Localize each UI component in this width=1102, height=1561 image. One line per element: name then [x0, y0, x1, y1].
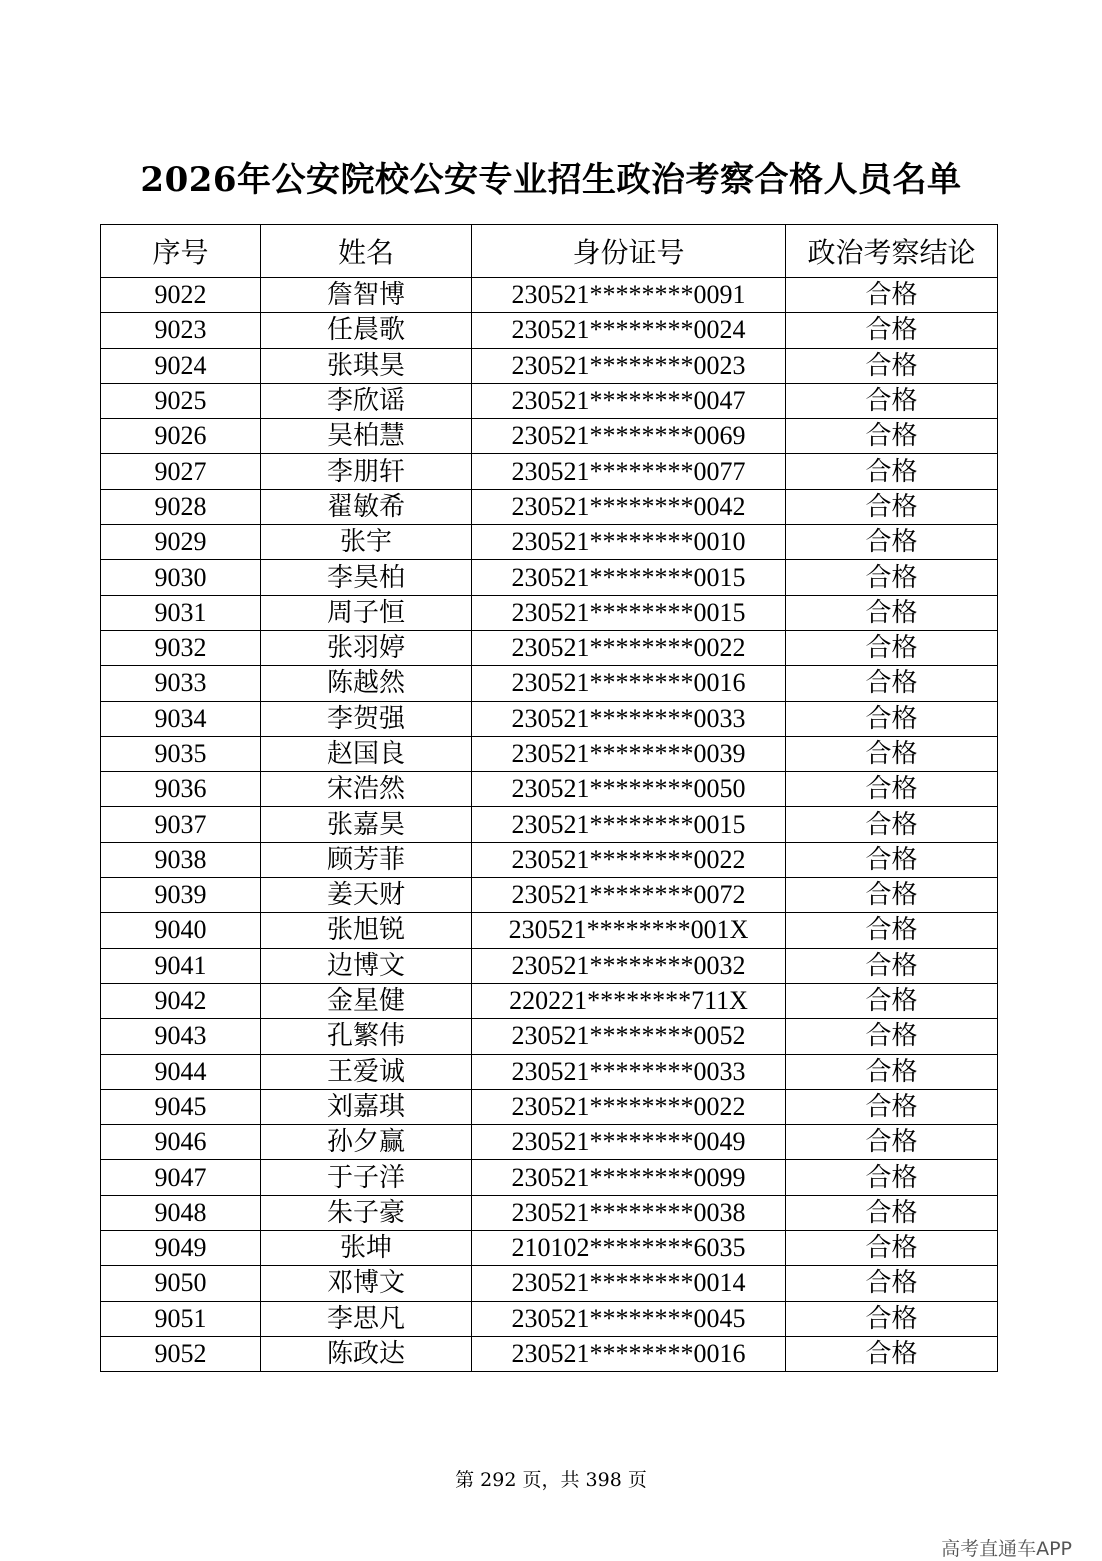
cell-conclusion: 合格 [786, 313, 998, 348]
table-row [101, 1054, 998, 1089]
cell-id-number: 230521********0016 [472, 666, 786, 701]
cell-seq: 9049 [101, 1231, 261, 1266]
table-row [101, 525, 998, 560]
cell-seq: 9031 [101, 595, 261, 630]
cell-name: 任晨歌 [261, 313, 472, 348]
cell-name: 张宇 [261, 525, 472, 560]
cell-conclusion: 合格 [786, 1160, 998, 1195]
table-row [101, 878, 998, 913]
cell-seq: 9028 [101, 489, 261, 524]
cell-seq: 9027 [101, 454, 261, 489]
cell-conclusion: 合格 [786, 1089, 998, 1124]
cell-conclusion: 合格 [786, 419, 998, 454]
cell-name: 刘嘉琪 [261, 1089, 472, 1124]
cell-conclusion: 合格 [786, 878, 998, 913]
cell-name: 李贺强 [261, 701, 472, 736]
table-row [101, 1301, 998, 1336]
table-row [101, 842, 998, 877]
cell-id-number: 230521********0016 [472, 1336, 786, 1371]
cell-seq: 9048 [101, 1195, 261, 1230]
cell-seq: 9025 [101, 383, 261, 418]
table-row [101, 701, 998, 736]
page-number: 第 292 页，共 398 页 [455, 1469, 647, 1491]
table-row [101, 489, 998, 524]
cell-conclusion: 合格 [786, 842, 998, 877]
cell-seq: 9042 [101, 983, 261, 1018]
cell-id-number: 230521********0042 [472, 489, 786, 524]
cell-conclusion: 合格 [786, 1266, 998, 1301]
cell-name: 王爱诚 [261, 1054, 472, 1089]
cell-seq: 9050 [101, 1266, 261, 1301]
cell-seq: 9039 [101, 878, 261, 913]
cell-seq: 9037 [101, 807, 261, 842]
cell-conclusion: 合格 [786, 489, 998, 524]
cell-conclusion: 合格 [786, 383, 998, 418]
cell-seq: 9034 [101, 701, 261, 736]
table-row [101, 772, 998, 807]
table-row [101, 560, 998, 595]
cell-seq: 9036 [101, 772, 261, 807]
cell-name: 张嘉昊 [261, 807, 472, 842]
cell-seq: 9041 [101, 948, 261, 983]
cell-seq: 9026 [101, 419, 261, 454]
cell-conclusion: 合格 [786, 595, 998, 630]
cell-id-number: 230521********0050 [472, 772, 786, 807]
cell-conclusion: 合格 [786, 983, 998, 1018]
cell-name: 李欣谣 [261, 383, 472, 418]
cell-conclusion: 合格 [786, 1019, 998, 1054]
cell-conclusion: 合格 [786, 1125, 998, 1160]
table-row [101, 383, 998, 418]
cell-conclusion: 合格 [786, 701, 998, 736]
cell-name: 张羽婷 [261, 630, 472, 665]
table-row [101, 1231, 998, 1266]
cell-seq: 9030 [101, 560, 261, 595]
cell-id-number: 230521********0033 [472, 1054, 786, 1089]
cell-id-number: 230521********001X [472, 913, 786, 948]
cell-name: 金星健 [261, 983, 472, 1018]
cell-seq: 9051 [101, 1301, 261, 1336]
cell-id-number: 230521********0069 [472, 419, 786, 454]
cell-id-number: 230521********0014 [472, 1266, 786, 1301]
cell-id-number: 230521********0022 [472, 1089, 786, 1124]
header-seq: 序号 [101, 225, 261, 278]
table-row [101, 948, 998, 983]
cell-seq: 9044 [101, 1054, 261, 1089]
cell-conclusion: 合格 [786, 736, 998, 771]
table-row [101, 278, 998, 313]
cell-name: 朱子豪 [261, 1195, 472, 1230]
cell-id-number: 230521********0022 [472, 630, 786, 665]
cell-id-number: 230521********0032 [472, 948, 786, 983]
cell-conclusion: 合格 [786, 630, 998, 665]
roster-table [100, 224, 998, 1372]
cell-conclusion: 合格 [786, 1231, 998, 1266]
cell-seq: 9024 [101, 348, 261, 383]
cell-conclusion: 合格 [786, 278, 998, 313]
cell-name: 李思凡 [261, 1301, 472, 1336]
cell-seq: 9043 [101, 1019, 261, 1054]
watermark: 高考直通车APP [941, 1538, 1072, 1560]
cell-seq: 9047 [101, 1160, 261, 1195]
cell-name: 陈越然 [261, 666, 472, 701]
cell-id-number: 230521********0023 [472, 348, 786, 383]
cell-id-number: 230521********0024 [472, 313, 786, 348]
cell-seq: 9038 [101, 842, 261, 877]
cell-seq: 9045 [101, 1089, 261, 1124]
table-row [101, 1266, 998, 1301]
cell-name: 赵国良 [261, 736, 472, 771]
cell-seq: 9040 [101, 913, 261, 948]
cell-conclusion: 合格 [786, 807, 998, 842]
cell-id-number: 230521********0039 [472, 736, 786, 771]
cell-conclusion: 合格 [786, 560, 998, 595]
cell-id-number: 230521********0072 [472, 878, 786, 913]
table-row [101, 630, 998, 665]
table-row [101, 1089, 998, 1124]
cell-name: 张旭锐 [261, 913, 472, 948]
table-row [101, 1125, 998, 1160]
table-row [101, 807, 998, 842]
cell-seq: 9029 [101, 525, 261, 560]
cell-seq: 9052 [101, 1336, 261, 1371]
cell-name: 詹智博 [261, 278, 472, 313]
table-row [101, 1336, 998, 1371]
cell-conclusion: 合格 [786, 1195, 998, 1230]
cell-conclusion: 合格 [786, 772, 998, 807]
cell-id-number: 230521********0049 [472, 1125, 786, 1160]
cell-conclusion: 合格 [786, 1336, 998, 1371]
cell-name: 李昊柏 [261, 560, 472, 595]
table-row [101, 983, 998, 1018]
cell-id-number: 230521********0033 [472, 701, 786, 736]
cell-id-number: 230521********0045 [472, 1301, 786, 1336]
cell-conclusion: 合格 [786, 454, 998, 489]
cell-name: 宋浩然 [261, 772, 472, 807]
cell-id-number: 230521********0038 [472, 1195, 786, 1230]
table-row [101, 736, 998, 771]
header-conclusion: 政治考察结论 [786, 225, 998, 278]
table-row [101, 913, 998, 948]
cell-id-number: 230521********0052 [472, 1019, 786, 1054]
cell-seq: 9023 [101, 313, 261, 348]
cell-name: 孔繁伟 [261, 1019, 472, 1054]
header-id-number: 身份证号 [472, 225, 786, 278]
table-header-row [101, 225, 998, 278]
cell-id-number: 230521********0091 [472, 278, 786, 313]
cell-seq: 9035 [101, 736, 261, 771]
table-row [101, 348, 998, 383]
cell-seq: 9046 [101, 1125, 261, 1160]
table-row [101, 1195, 998, 1230]
cell-name: 邓博文 [261, 1266, 472, 1301]
cell-name: 翟敏希 [261, 489, 472, 524]
roster-body [101, 278, 998, 1372]
cell-id-number: 230521********0099 [472, 1160, 786, 1195]
cell-conclusion: 合格 [786, 1054, 998, 1089]
cell-id-number: 230521********0015 [472, 595, 786, 630]
cell-name: 边博文 [261, 948, 472, 983]
cell-id-number: 210102********6035 [472, 1231, 786, 1266]
page-title: 2026年公安院校公安专业招生政治考察合格人员名单 [140, 160, 962, 200]
cell-name: 姜天财 [261, 878, 472, 913]
table-row [101, 419, 998, 454]
cell-name: 顾芳菲 [261, 842, 472, 877]
cell-id-number: 220221********711X [472, 983, 786, 1018]
table-row [101, 1160, 998, 1195]
cell-id-number: 230521********0015 [472, 560, 786, 595]
table-row [101, 666, 998, 701]
table-row [101, 595, 998, 630]
cell-conclusion: 合格 [786, 348, 998, 383]
cell-conclusion: 合格 [786, 666, 998, 701]
cell-seq: 9033 [101, 666, 261, 701]
cell-conclusion: 合格 [786, 913, 998, 948]
cell-id-number: 230521********0077 [472, 454, 786, 489]
cell-id-number: 230521********0015 [472, 807, 786, 842]
cell-id-number: 230521********0047 [472, 383, 786, 418]
cell-name: 张坤 [261, 1231, 472, 1266]
table-row [101, 454, 998, 489]
cell-id-number: 230521********0010 [472, 525, 786, 560]
cell-seq: 9032 [101, 630, 261, 665]
cell-name: 于子洋 [261, 1160, 472, 1195]
cell-name: 周子恒 [261, 595, 472, 630]
header-name: 姓名 [261, 225, 472, 278]
cell-name: 陈政达 [261, 1336, 472, 1371]
cell-name: 李朋轩 [261, 454, 472, 489]
cell-name: 孙夕赢 [261, 1125, 472, 1160]
cell-conclusion: 合格 [786, 525, 998, 560]
cell-conclusion: 合格 [786, 1301, 998, 1336]
cell-name: 吴柏慧 [261, 419, 472, 454]
cell-conclusion: 合格 [786, 948, 998, 983]
table-row [101, 1019, 998, 1054]
table-row [101, 313, 998, 348]
cell-id-number: 230521********0022 [472, 842, 786, 877]
cell-name: 张琪昊 [261, 348, 472, 383]
cell-seq: 9022 [101, 278, 261, 313]
